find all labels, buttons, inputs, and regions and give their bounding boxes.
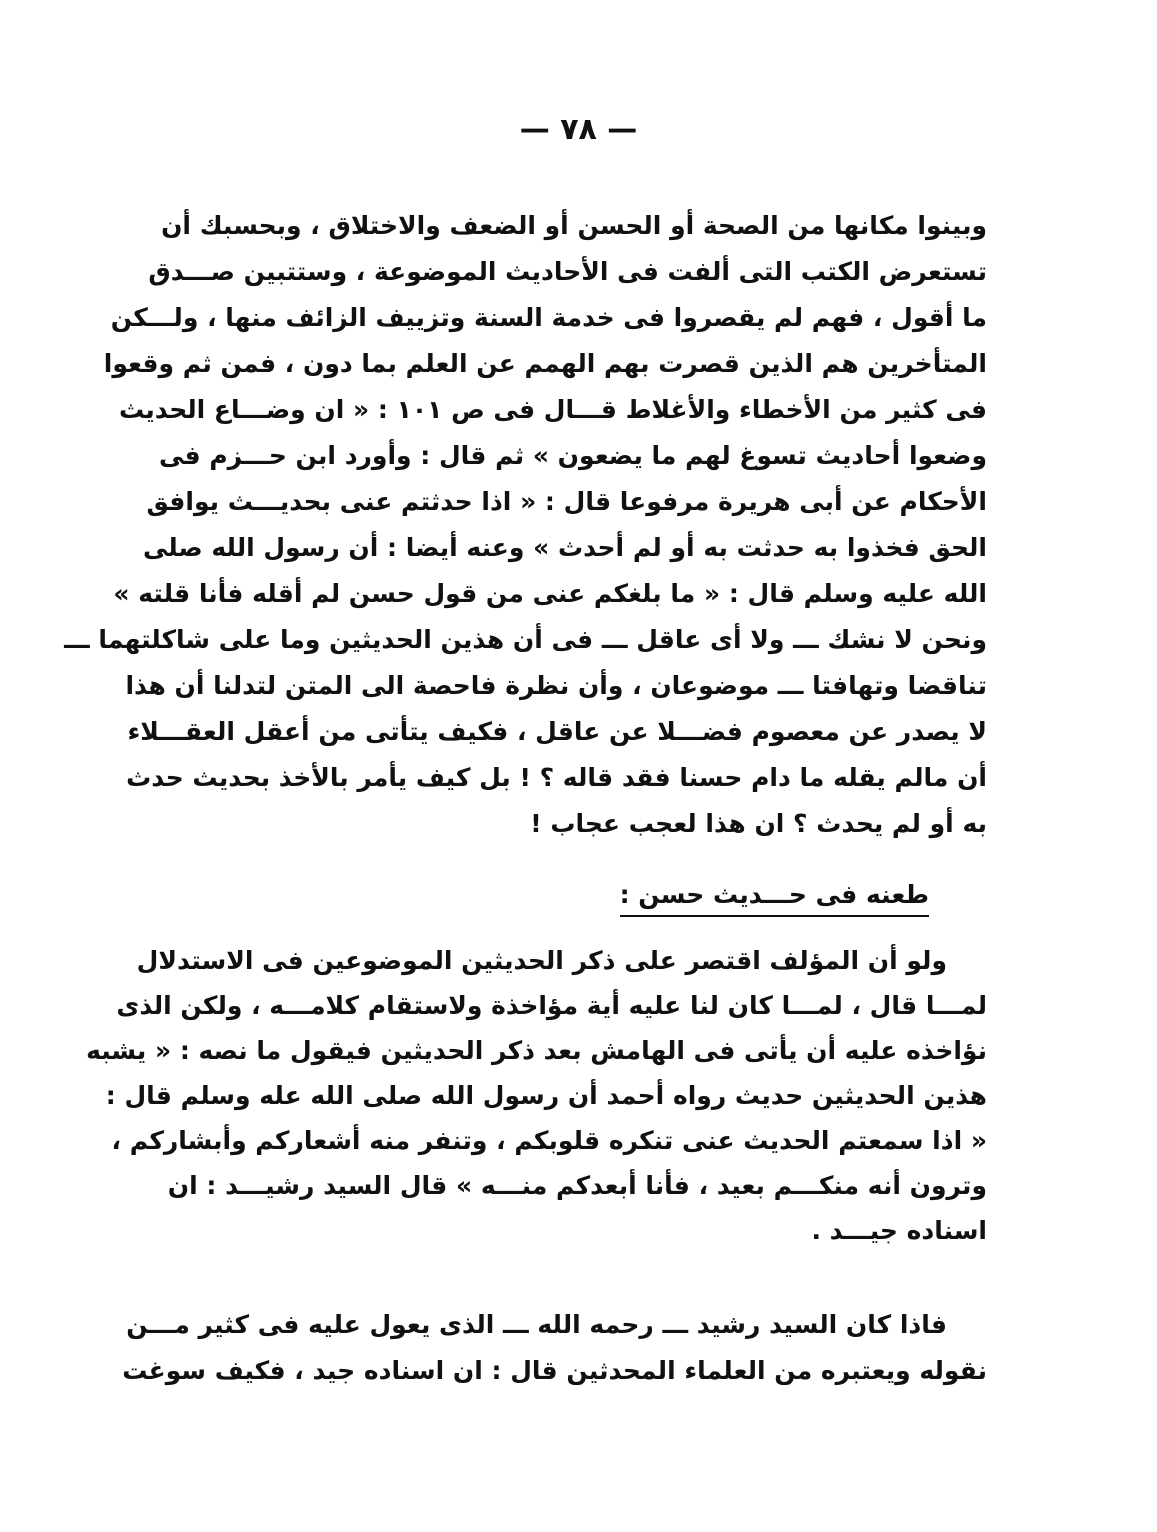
page-number: — ٧٨ —	[519, 112, 638, 147]
text-line: فاذا كان السيد رشيد ـــ رحمه الله ـــ الذى يعول عليه فى كثير مـــن	[126, 1310, 947, 1339]
text-line: وترون أنه منكـــم بعيد ، فأنا أبعدكم منـــه » قال السيد رشيـــد : ان	[167, 1171, 987, 1200]
text-line: ولو أن المؤلف اقتصر على ذكر الحديثين الموضوعين فى الاستدلال	[136, 946, 947, 975]
text-line: لا يصدر عن معصوم فضـــلا عن عاقل ، فكيف يتأتى من أعقل العقـــلاء	[127, 717, 987, 746]
text-line: اسناده جيـــد .	[811, 1216, 987, 1245]
text-line: نؤاخذه عليه أن يأتى فى الهامش بعد ذكر الحديثين فيقول ما نصه : « يشبه	[86, 1036, 987, 1065]
text-line: نقوله ويعتبره من العلماء المحدثين قال : ان اسناده جيد ، فكيف سوغت	[122, 1356, 987, 1385]
text-line: الأحكام عن أبى هريرة مرفوعا قال : « اذا حدثتم عنى بحديـــث يوافق	[146, 487, 987, 516]
text-line: « اذا سمعتم الحديث عنى تنكره قلوبكم ، وتنفر منه أشعاركم وأبشاركم ،	[111, 1126, 987, 1155]
text-line: وضعوا أحاديث تسوغ لهم ما يضعون » ثم قال : وأورد ابن حـــزم فى	[158, 441, 987, 470]
paragraph-2	[86, 938, 987, 1253]
text-line: به أو لم يحدث ؟ ان هذا لعجب عجاب !	[530, 809, 987, 838]
text-line: تستعرض الكتب التى ألفت فى الأحاديث الموضوعة ، وستتبين صـــدق	[148, 257, 987, 286]
text-line: أن مالم يقله ما دام حسنا فقد قاله ؟ ! بل كيف يأمر بالأخذ بحديث حدث	[126, 763, 987, 792]
text-line: المتأخرين هم الذين قصرت بهم الهمم عن العلم بما دون ، فمن ثم وقعوا	[103, 349, 987, 378]
text-line: الحق فخذوا به حدثت به أو لم أحدث » وعنه أيضا : أن رسول الله صلى	[143, 533, 987, 562]
text-line: ونحن لا نشك ـــ ولا أى عاقل ـــ فى أن هذين الحديثين وما على شاكلتهما ـــ	[64, 625, 987, 654]
text-line: ما أقول ، فهم لم يقصروا فى خدمة السنة وتزييف الزائف منها ، ولـــكن	[110, 303, 987, 332]
text-line: الله عليه وسلم قال : « ما بلغكم عنى من قول حسن لم أقله فأنا قلته »	[113, 579, 987, 608]
paragraph-1	[64, 203, 987, 847]
text-line: لمـــا قال ، لمـــا كان لنا عليه أية مؤاخذة ولاستقام كلامـــه ، ولكن الذى	[116, 991, 987, 1020]
text-line: فى كثير من الأخطاء والأغلاط قـــال فى ص ١٠١ : « ان وضـــاع الحديث	[118, 395, 987, 424]
section-heading: طعنه فى حـــديث حسن :	[620, 880, 929, 917]
text-line: تناقضا وتهافتا ـــ موضوعان ، وأن نظرة فاحصة الى المتن لتدلنا أن هذا	[125, 671, 987, 700]
paragraph-3	[122, 1302, 987, 1394]
text-line: وبينوا مكانها من الصحة أو الحسن أو الضعف والاختلاق ، وبحسبك أن	[161, 211, 987, 240]
text-line: هذين الحديثين حديث رواه أحمد أن رسول الله صلى الله عله وسلم قال :	[105, 1081, 987, 1110]
